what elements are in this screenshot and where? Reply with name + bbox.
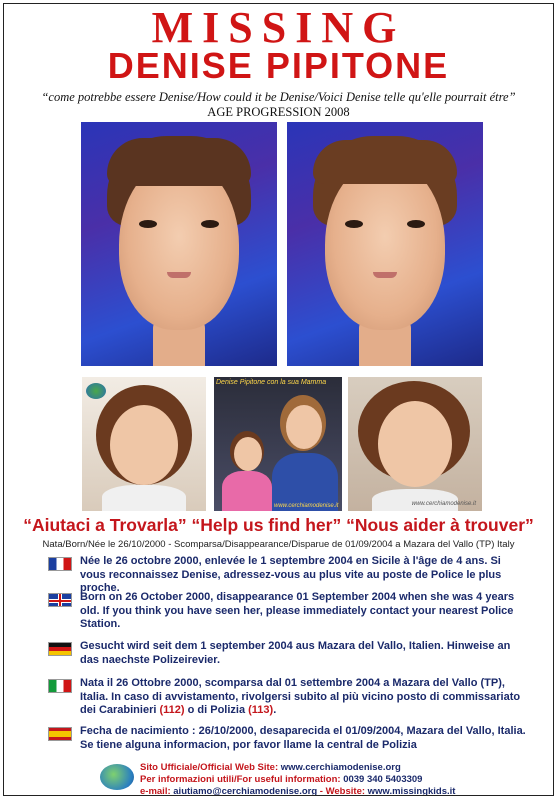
footer-contacts: Sito Ufficiale/Official Web Site: www.cerchiamodenise.org Per informazioni utili/For useful information: 0039 340 5403309 e-mail: aiutiamo@cerchiamodenise.org - Website: www.missingkids.it: [140, 762, 456, 796]
germany-flag-icon: [48, 642, 72, 656]
photo-caption: Denise Pipitone con la sua Mamma: [216, 379, 327, 386]
photo-site-label: www.cerchiamodenise.it: [274, 503, 339, 509]
message-italian-text: Nata il 26 Ottobre 2000, scomparsa dal 01 settembre 2004 a Mazara del Vallo (TP), Italia. In caso di avvistamento, rivolgersi subito al più vicino posto di commissariato dei Carabinieri (112) o di Polizia (113).: [80, 677, 521, 716]
email-link[interactable]: aiutiamo@cerchiamodenise.org: [173, 786, 318, 796]
france-flag-icon: [48, 557, 72, 571]
message-french: [48, 555, 528, 594]
message-german: [48, 640, 528, 670]
age-progression-label: AGE PROGRESSION 2008: [207, 105, 350, 119]
message-english-text: Born on 26 October 2000, disappearance 01 September 2004 when she was 4 years old. If you think you have seen her, please immediately contact your nearest Police Station.: [80, 591, 515, 630]
birth-disappearance-line: Nata/Born/Née le 26/10/2000 - Scomparsa/Disappearance/Disparue de 01/09/2004 a Mazara del Vallo (TP) Italy: [42, 539, 515, 550]
poster-subtitle: “come potrebbe essere Denise/How could it be Denise/Voici Denise telle qu'elle pourrait étre”: [41, 90, 516, 104]
missing-poster: [3, 3, 554, 796]
poster-title-name: DENISE PIPITONE: [107, 45, 450, 86]
child-with-mother-photo: [214, 377, 342, 511]
message-german-text: Gesucht wird seit dem 1 september 2004 aus Mazara del Vallo, Italien. Hinweise an das naechste Polizeirevier.: [80, 640, 511, 666]
message-english: [48, 591, 528, 635]
age-progression-portrait-2: [287, 122, 483, 366]
message-french-text: Née le 26 octobre 2000, enlevée le 1 septembre 2004 en Sicile à l'âge de 4 ans. Si vous reconnaissez Denise, adressez-vous au plus vite au poste de Police le plus proche.: [80, 555, 502, 594]
official-site-link[interactable]: www.cerchiamodenise.org: [280, 762, 401, 773]
message-italian: [48, 677, 528, 721]
age-progression-portrait-1: [81, 122, 277, 366]
uk-flag-icon: [48, 593, 72, 607]
poster-title-missing: MISSING: [151, 3, 406, 52]
italy-flag-icon: [48, 679, 72, 693]
phone-number: 0039 340 5403309: [343, 774, 423, 785]
polizia-number: (113): [248, 704, 274, 716]
spain-flag-icon: [48, 727, 72, 741]
carabinieri-number: (112): [159, 704, 185, 716]
help-us-find-her: “Aiutaci a Trovarla” “Help us find her” “Nous aider à trouver”: [23, 515, 534, 535]
site-logo-icon: [86, 383, 106, 399]
globe-logo-icon: [100, 764, 134, 790]
child-photo-2: [348, 377, 482, 511]
child-photo-1: [82, 377, 206, 511]
missingkids-link[interactable]: www.missingkids.it: [367, 786, 456, 796]
photo-site-label-2: www.cerchiamodenise.it: [411, 501, 476, 507]
message-spanish: [48, 725, 528, 755]
message-spanish-text: Fecha de nacimiento : 26/10/2000, desaparecida el 01/09/2004, Mazara del Vallo, Italia. Se tiene alguna informacion, por favor llame la central de Polizia: [80, 725, 526, 751]
